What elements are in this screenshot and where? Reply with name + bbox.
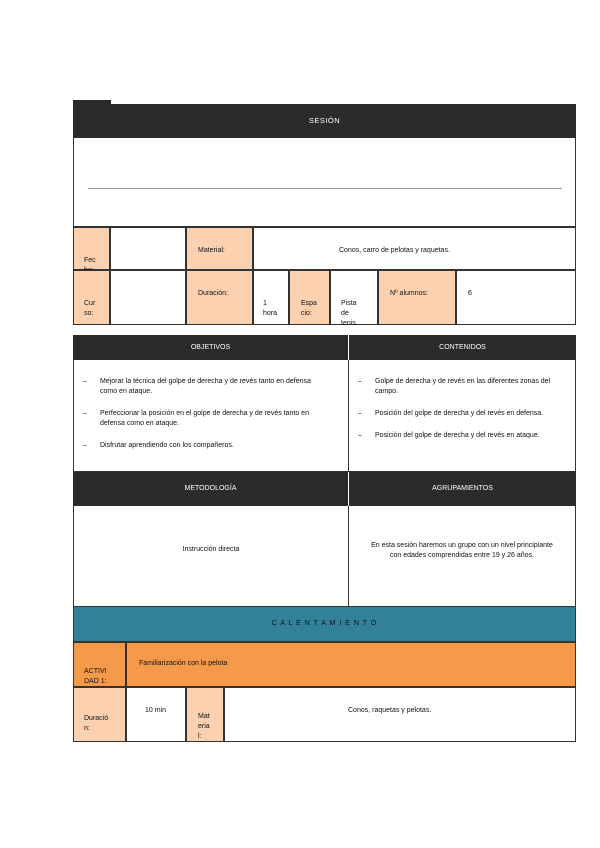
objetivos-header: OBJETIVOS [73, 335, 348, 360]
actividad-value: Familiarización con la pelota [126, 642, 576, 687]
cal-duracion-label: Duració n: [73, 687, 126, 742]
espacio-value: Pista de tenis [330, 270, 378, 325]
metodologia-header: METODOLOGÍA [73, 472, 348, 506]
cal-material-value: Conos, raquetas y pelotas. [224, 687, 576, 742]
contenidos-header: CONTENIDOS [349, 335, 576, 360]
list-item: – Perfeccionar la posición en el golpe de derecha y de revés tanto en defensa como en ataque. [74, 409, 328, 429]
curso-value [110, 270, 186, 325]
material-value: Conos, carro de pelotas y raquetas. [253, 227, 576, 270]
list-item: – Disfrutar aprendiendo con los compañeros. [74, 441, 328, 451]
objetivos-list [74, 377, 328, 451]
metodologia-body: Instrucción directa [73, 506, 349, 607]
material-label: Material: [186, 227, 253, 270]
duracion-label: Duración: [186, 270, 253, 325]
curso-label: Cur so: [73, 270, 110, 325]
contenidos-body [348, 360, 576, 472]
duracion-value: 1 hora [253, 270, 289, 325]
cal-material-label: Mat eria l: [186, 687, 224, 742]
fecha-label: Fec [73, 227, 110, 270]
actividad-label: ACTIVI DAD 1: [73, 642, 126, 687]
contenidos-list [349, 377, 555, 441]
agrupamientos-header: AGRUPAMIENTOS [349, 472, 576, 506]
session-header [73, 104, 576, 138]
objetivos-body [73, 360, 349, 472]
alumnos-value: 6 [456, 270, 576, 325]
list-item: – Posición del golpe de derecha y del revés en defensa. [349, 409, 555, 419]
list-item: – Posición del golpe de derecha y del revés en ataque. [349, 431, 555, 441]
calentamiento-header: C A L E N T A M I E N T O [73, 607, 576, 642]
agrupamientos-body: En esta sesión haremos un grupo con un nivel principiante con edades comprendidas entre 19 y 26 años. [348, 506, 576, 607]
session-divider-line [88, 188, 562, 189]
fecha-value [110, 227, 186, 270]
session-body [73, 138, 576, 227]
espacio-label: Espa cio: [289, 270, 330, 325]
list-item: – Golpe de derecha y de revés en las diferentes zonas del campo. [349, 377, 555, 397]
list-item: – Mejorar la técnica del golpe de derecha y de revés tanto en defensa como en ataque. [74, 377, 328, 397]
session-title: SESIÓN [308, 116, 341, 125]
alumnos-label: Nº alumnos: [378, 270, 456, 325]
cal-duracion-value: 10 min [126, 687, 186, 742]
